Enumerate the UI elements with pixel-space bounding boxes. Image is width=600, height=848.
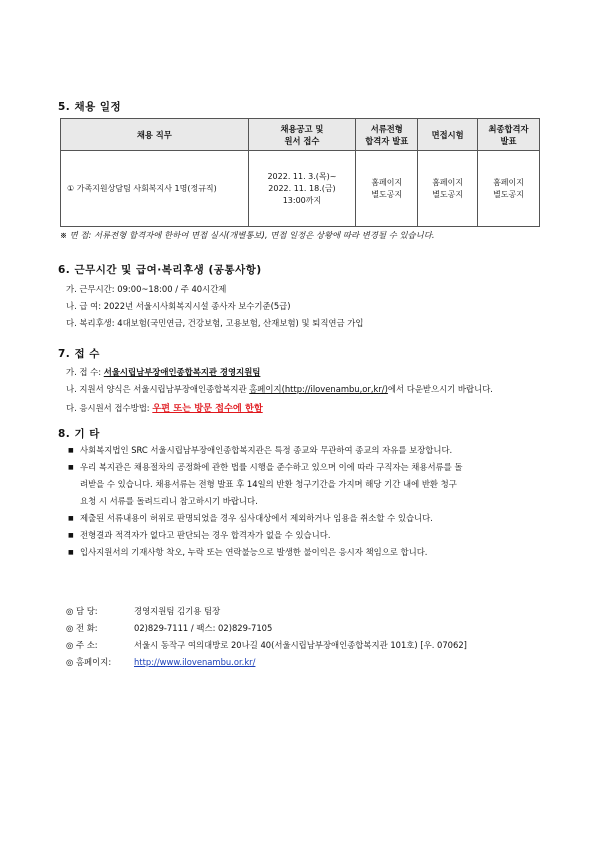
header-interview: 면접시험 — [418, 119, 478, 151]
list-item: 사회복지법인 SRC 서울시립남부장애인종합복지관은 특정 종교와 무관하여 종교의 자유를 보장합니다. — [80, 445, 453, 455]
header-notice: 채용공고 및 원서 접수 — [248, 119, 356, 151]
contact-homepage: ◎ 홈페이지: http://www.ilovenambu.or.kr/ — [66, 657, 256, 667]
homepage-url-link[interactable]: http://www.ilovenambu.or.kr/ — [134, 657, 256, 667]
salary-line: 나. 급 여: 2022년 서울시사회복지시설 종사자 보수기준(5급) — [66, 301, 291, 311]
list-item: 입사지원서의 기재사항 착오, 누락 또는 연락불능으로 발생한 불이익은 응시자 책임으로 합니다. — [80, 547, 428, 557]
section-7-title: 7. 접 수 — [58, 348, 100, 360]
list-item: 전형결과 적격자가 없다고 판단되는 경우 합격자가 없을 수 있습니다. — [80, 530, 331, 540]
reception-dept: 서울시립남부장애인종합복지관 경영지원팀 — [103, 367, 261, 377]
job-cell: ① 가족지원상담팀 사회복지사 1명(정규직) — [61, 151, 249, 227]
table-row — [61, 151, 540, 227]
header-job: 채용 직무 — [61, 119, 249, 151]
interview-note: ※ 면 접: 서류전형 합격자에 한하여 면접 실시(개별통보), 면접 일정은 상황에 따라 변경될 수 있습니다. — [60, 230, 435, 240]
schedule-table — [60, 118, 540, 227]
list-item: 우리 복지관은 채용절차의 공정화에 관한 법률 시행을 준수하고 있으며 이에 따라 구직자는 채용서류를 돌 려받을 수 있습니다. 채용서류는 전형 발표 후 14일의 반환 청구기간을 가지며 해당 기간 내에 반환 청구 요청 시 서류를 돌려드리니 참고하시기 바랍니다. — [80, 462, 463, 506]
homepage-link[interactable]: 홈페이지(http://ilovenambu,or,kr/) — [249, 384, 388, 394]
bullet-icon: ■ — [68, 532, 74, 539]
bullet-icon: ■ — [68, 549, 74, 556]
benefits-line: 다. 복리후생: 4대보험(국민연금, 건강보험, 고용보험, 산재보험) 및 퇴직연금 가입 — [66, 318, 364, 328]
bullet-icon: ■ — [68, 447, 74, 454]
section-5-title: 5. 채용 일정 — [58, 101, 122, 113]
contact-address: ◎ 주 소: 서울시 동작구 여의대방로 20나길 40(서울시립남부장애인종합복지관 101호) [우. 07062] — [66, 640, 467, 650]
header-document: 서류전형 합격자 발표 — [356, 119, 418, 151]
list-item: 제출된 서류내용이 허위로 판명되었을 경우 심사대상에서 제외하거나 임용을 취소할 수 있습니다. — [80, 513, 433, 523]
section-8-title: 8. 기 타 — [58, 428, 100, 440]
work-hours-line: 가. 근무시간: 09:00~18:00 / 주 40시간제 — [66, 284, 227, 294]
interview-cell: 홈페이지 별도공지 — [418, 151, 478, 227]
bullet-icon: ■ — [68, 464, 74, 471]
document-cell: 홈페이지 별도공지 — [356, 151, 418, 227]
contact-manager: ◎ 담 당: 경영지원팀 김기용 팀장 — [66, 606, 221, 616]
section-6-title: 6. 근무시간 및 급여·복리후생 (공통사항) — [58, 264, 262, 276]
table-header-row — [61, 119, 540, 151]
final-cell: 홈페이지 별도공지 — [478, 151, 540, 227]
bullet-icon: ■ — [68, 515, 74, 522]
application-method: 우편 또는 방문 접수에 한함 — [152, 403, 263, 414]
header-final: 최종합격자 발표 — [478, 119, 540, 151]
application-method-line: 다. 응시원서 접수방법: 우편 또는 방문 접수에 한함 — [66, 403, 263, 414]
period-cell: 2022. 11. 3.(목)~ 2022. 11. 18.(금) 13:00까지 — [248, 151, 356, 227]
reception-line: 가. 접 수: 서울시립남부장애인종합복지관 경영지원팀 — [66, 367, 261, 377]
contact-phone: ◎ 전 화: 02)829-7111 / 팩스: 02)829-7105 — [66, 623, 273, 633]
form-download-line: 나. 지원서 양식은 서울시립남부장애인종합복지관 홈페이지(http://ilovenambu,or,kr/)에서 다운받으시기 바랍니다. — [66, 384, 493, 394]
